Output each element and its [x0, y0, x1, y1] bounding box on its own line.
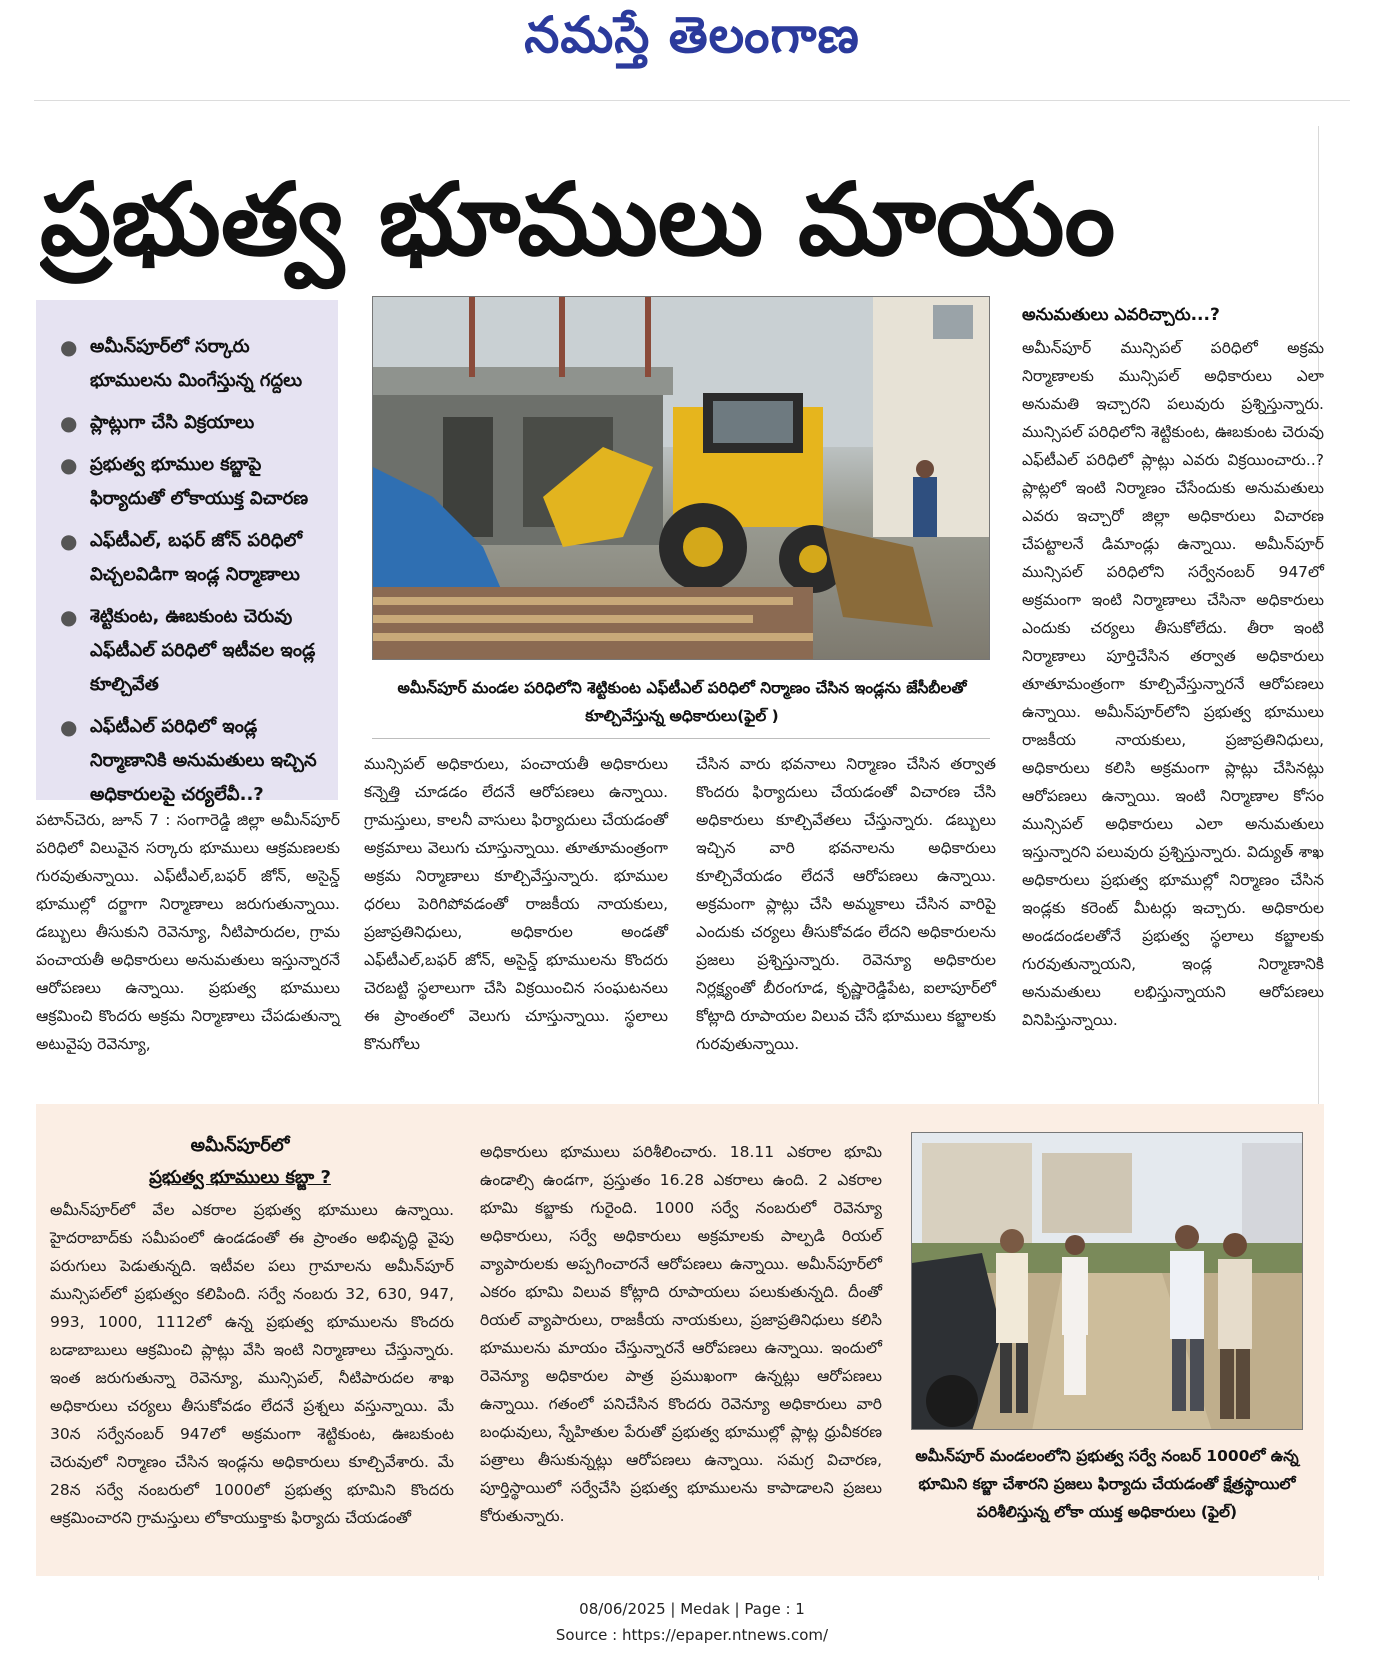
footer-source: Source : https://epaper.ntnews.com/ — [555, 1626, 829, 1644]
sidebar-story-column-1: అమీన్‌పూర్‌లో వేల ఎకరాల ప్రభుత్వ భూములు ఉన్నాయి. హైదరాబాద్‌కు సమీపంలో ఉండడంతో ఈ ప్రాంతం అభివృద్ధి వైపు పరుగులు పెడుతున్నది. ఇటీవల పలు గ్రామాలను అమీన్‌పూర్ మున్సిపల్‌లో ప్రభుత్వం కలిపింది. సర్వే నంబరు 32, 630, 947, 993, 1000, 1112లో ఉన్న ప్రభుత్వ భూములను కొందరు బడాబాబులు ఆక్రమించి ప్లాట్లు వేసి ఇంటి నిర్మాణాలు చేస్తున్నారు. ఇంత జరుగుతున్నా రెవెన్యూ, మున్సిపల్, నీటిపారుదల శాఖ అధికారులు చర్యలు తీసుకోవడం లేదనే ప్రశ్నలు వస్తున్నాయి. మే 30న సర్వేనంబర్ 947లో అక్రమంగా శెట్టికుంట, ఊబకుంట చెరువులో నిర్మాణం చేసిన ఇండ్లను అధికారులు కూల్చివేశారు. మే 28న సర్వే నంబరులో 1000లో ప్రభుత్వ భూమిని కొందరు ఆక్రమించారని గ్రామస్తులు లోకాయుక్తాకు ఫిర్యాదు చేయడంతో — [50, 1201, 454, 1527]
bullet-icon: ● — [60, 335, 78, 359]
article-column-4: అమీన్‌పూర్ మున్సిపల్ పరిధిలో అక్రమ నిర్మాణాలకు మున్సిపల్ అధికారులు ఎలా అనుమతి ఇచ్చారని పలువురు ప్రశ్నిస్తున్నారు. మున్సిపల్ పరిధిలోని శెట్టికుంట, ఊబకుంట చెరువు ఎఫ్‌టీఎల్ పరిధిలో ప్లాట్లు ఎవరు విక్రయించారు..? ప్లాట్లలో ఇంటి నిర్మాణం చేసేందుకు అనుమతులు ఎవరు ఇచ్చారో జిల్లా అధికారులు విచారణ చేపట్టాలనే డిమాండ్లు ఉన్నాయి. అమీన్‌పూర్ మున్సిపల్ పరిధిలోని సర్వేనంబర్ 947లో అక్రమంగా ఇంటి నిర్మాణాలు చేసినా అధికారులు ఎందుకు చర్యలు తీసుకోలేదు. తీరా ఇంటి నిర్మాణాలు పూర్తిచేసిన తర్వాత అధికారులు తూతూమంత్రంగా కూల్చివేస్తున్నారనే ఆరోపణలు ఉన్నాయి. అమీన్‌పూర్‌లోని ప్రభుత్వ భూములు రాజకీయ నాయకులు, ప్రజాప్రతినిధులు, అధికారులు కలిసి అక్రమంగా ప్లాట్లు చేసినట్లు ఆరోపణలు ఉన్నాయి. ఇంటి నిర్మాణాల కోసం మున్సిపల్ అధికారులు ఎలా అనుమతులు ఇస్తున్నారని పలువురు ప్రశ్నిస్తున్నారు. విద్యుత్ శాఖ అధికారులు ప్రభుత్వ భూముల్లో నిర్మాణం చేసిన ఇండ్లకు కరెంట్ మీటర్లు ఇచ్చారు. అధికారుల అండదండలతోనే ప్రభుత్వ స్థలాలు కబ్జాలకు గురవుతున్నాయని, ఇండ్ల నిర్మాణానికి అనుమతులు లభిస్తున్నాయని ఆరోపణలు వినిపిస్తున్నాయి. — [1022, 339, 1324, 1029]
bullet-icon: ● — [60, 715, 78, 739]
article-column-1: పటాన్‌చెరు, జూన్ 7 : సంగారెడ్డి జిల్లా అమీన్‌పూర్ పరిధిలో విలువైన సర్కారు భూములు ఆక్రమణలకు గురవుతున్నాయి. ఎఫ్‌టీఎల్,బఫర్ జోన్, అసైన్డ్ భూముల్లో దర్జాగా నిర్మాణాలు జరుగుతున్నాయి. డబ్బులు తీసుకుని రెవెన్యూ, నీటిపారుదల, గ్రామ పంచాయతీ అధికారులు అనుమతులు ఇస్తున్నారనే ఆరోపణలు ఉన్నాయి. ప్రభుత్వ భూములు ఆక్రమించి కొందరు అక్రమ నిర్మాణాలు చేపడుతున్నా అటువైపు రెవెన్యూ, — [36, 811, 340, 1053]
sidebar-heading-line1: అమీన్‌పూర్‌లో — [190, 1135, 290, 1156]
highlight-item — [60, 448, 328, 516]
headline: ప్రభుత్వ భూములు మాయం — [40, 161, 1116, 278]
officials-inspecting-land-photo — [911, 1132, 1303, 1430]
officials-inspecting-illustration — [912, 1133, 1303, 1430]
highlight-text: శెట్టికుంట, ఊబకుంట చెరువు ఎఫ్‌టీఎల్ పరిధిలో ఇటీవల ఇండ్ల కూల్చివేత — [90, 606, 316, 695]
bullet-icon: ● — [60, 411, 78, 435]
highlight-text: ప్రభుత్వ భూముల కబ్జాపై ఫిర్యాదుతో లోకాయుక్త విచారణ — [90, 454, 309, 509]
newspaper-logo: నమస్తే తెలంగాణ — [524, 6, 860, 64]
masthead-divider — [34, 100, 1350, 101]
sidebar-heading-line2: ప్రభుత్వ భూములు కబ్జా ? — [149, 1167, 331, 1188]
sidebar-story-column-2: అధికారులు భూములు పరిశీలించారు. 18.11 ఎకరాల భూమి ఉండాల్సి ఉండగా, ప్రస్తుతం 16.28 ఎకరాలు ఉంది. 2 ఎకరాల భూమి కబ్జాకు గురైంది. 1000 సర్వే నంబరులో రెవెన్యూ అధికారులు, సర్వే అధికారులు అక్రమాలకు పాల్పడి రియల్ వ్యాపారులకు అప్పగించారనే ఆరోపణలు ఉన్నాయి. అమీన్‌పూర్‌లో ఎకరం భూమి విలువ కోట్లాది రూపాయలు పలుకుతున్నది. దీంతో రియల్ వ్యాపారులు, రాజకీయ నాయకులు, ప్రజాప్రతినిధులు కలిసి భూములను మాయం చేస్తున్నారనే ఆరోపణలు ఉన్నాయి. ఇందులో రెవెన్యూ అధికారుల పాత్ర ప్రముఖంగా ఉన్నట్లు ఆరోపణలు ఉన్నాయి. గతంలో పనిచేసిన కొందరు రెవెన్యూ అధికారులు వారి బంధువులు, స్నేహితుల పేరుతో ప్రభుత్వ భూముల్లో ప్లాట్ల ధ్రువీకరణ పత్రాలు తీసుకున్నట్లు ఆరోపణలు ఉన్నాయి. సమగ్ర విచారణ, పూర్తిస్థాయిలో సర్వేచేసి ప్రభుత్వ భూములను కాపాడాలని ప్రజలు కోరుతున్నారు. — [480, 1143, 882, 1525]
photo-caption: అమీన్‌పూర్ మండల పరిధిలోని శెట్టికుంట ఎఫ్‌టీఎల్ పరిధిలో నిర్మాణం చేసిన ఇండ్లను జేసీబీలతో కూల్చివేస్తున్న అధికారులు(ఫైల్ ) — [397, 679, 967, 725]
highlight-text: ఎఫ్‌టీఎల్, బఫర్ జోన్ పరిధిలో విచ్చలవిడిగా ఇండ్ల నిర్మాణాలు — [90, 530, 303, 585]
article-column-2: మున్సిపల్ అధికారులు, పంచాయతీ అధికారులు కన్నెత్తి చూడడం లేదనే ఆరోపణలు ఉన్నాయి. గ్రామస్తులు, కాలనీ వాసులు ఫిర్యాదులు చేయడంతో అక్రమాలు వెలుగు చూస్తున్నాయి. తూతూమంత్రంగా అక్రమ నిర్మాణాలు కూల్చివేస్తున్నారు. భూముల ధరలు పెరిగిపోవడంతో రాజకీయ నాయకులు, ప్రజాప్రతినిధులు, అధికారుల అండతో ఎఫ్‌టీఎల్,బఫర్ జోన్, అసైన్డ్ భూములను కొందరు చెరబట్టి స్థలాలుగా చేసి విక్రయించిన సంఘటనలు ఈ ప్రాంతంలో వెలుగు చూస్తున్నాయి. స్థలాలు కొనుగోలు — [364, 755, 668, 1053]
caption-divider — [372, 738, 990, 739]
highlight-item — [60, 330, 328, 398]
bullet-icon: ● — [60, 453, 78, 477]
sidebar-story-heading — [90, 1130, 390, 1194]
jcb-demolition-photo — [372, 296, 990, 660]
article-column-3: చేసిన వారు భవనాలు నిర్మాణం చేసిన తర్వాత కొందరు ఫిర్యాదులు చేయడంతో విచారణ చేసి అధికారులు కూల్చివేతలు చేస్తున్నారు. డబ్బులు ఇచ్చిన వారి భవనాలను అధికారులు కూల్చివేయడం లేదనే ఆరోపణలు ఉన్నాయి. అక్రమంగా ప్లాట్లు చేసి అమ్మకాలు చేసిన వారిపై ఎందుకు చర్యలు తీసుకోవడం లేదని అధికారులను ప్రజలు ప్రశ్నిస్తున్నారు. రెవెన్యూ అధికారుల నిర్లక్ష్యంతో బీరంగూడ, కృష్ణారెడ్డిపేట, ఐలాపూర్‌లో కోట్లాది రూపాయల విలువ చేసే భూములు కబ్జాలకు గురవుతున్నాయి. — [696, 755, 996, 1053]
highlight-item — [60, 710, 328, 812]
bullet-icon: ● — [60, 529, 78, 553]
highlight-text: అమీన్‌పూర్‌లో సర్కారు భూములను మింగేస్తున్న గద్దలు — [90, 336, 303, 391]
bullet-icon: ● — [60, 605, 78, 629]
highlights-box — [36, 300, 338, 805]
highlight-item — [60, 600, 328, 702]
highlight-text: ఎఫ్‌టీఎల్ పరిధిలో ఇండ్ల నిర్మాణానికి అనుమతులు ఇచ్చిన అధికారులపై చర్యలేవీ..? — [90, 716, 317, 805]
highlight-text: ప్లాట్లుగా చేసి విక్రయాలు — [90, 412, 255, 433]
masthead — [0, 0, 1384, 100]
jcb-demolition-illustration — [373, 297, 990, 660]
highlight-item — [60, 406, 328, 440]
footer-date-edition: 08/06/2025 | Medak | Page : 1 — [579, 1600, 805, 1618]
photo-caption: అమీన్‌పూర్ మండలంలోని ప్రభుత్వ సర్వే నంబర్ 1000లో ఉన్న భూమిని కబ్జా చేశారని ప్రజలు ఫిర్యాదు చేయడంతో క్షేత్రస్థాయిలో పరిశీలిస్తున్న లోకా యుక్త అధికారులు (ఫైల్) — [915, 1447, 1299, 1521]
page-footer — [0, 1596, 1384, 1648]
highlight-item — [60, 524, 328, 592]
subheading-permissions: అనుమతులు ఎవరిచ్చారు...? — [1022, 305, 1220, 325]
